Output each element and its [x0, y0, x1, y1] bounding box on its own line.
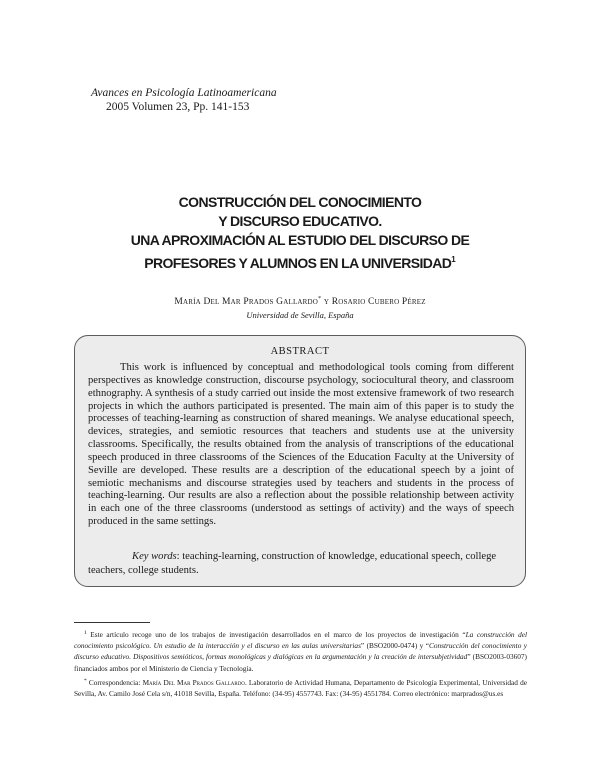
title-line-1: CONSTRUCCIÓN DEL CONOCIMIENTO	[178, 194, 422, 210]
keywords-list: : teaching-learning, construction of knowledge, educational speech, college teachers, college students.	[88, 551, 497, 576]
footnote-2-text-a: Correspondencia:	[86, 678, 143, 687]
affiliation: Universidad de Sevilla, España	[246, 310, 354, 320]
abstract-heading: ABSTRACT	[270, 346, 330, 357]
footnote-2-text-b: . Laboratorio de Actividad Humana, Departamento de Psicología Experimental, Universidad de Sevilla, Av. Camilo José Cela s/n, 41018 Sevilla, España. Teléfono: (34-95) 4557743. Fax: (34-95) 4551784. Correo electrónico: marprados@us.es	[74, 678, 527, 699]
journal-volume: 2005 Volumen 23, Pp. 141-153	[106, 101, 250, 113]
footnote-1-mark: 1	[84, 630, 87, 636]
title-line-4-text: PROFESORES Y ALUMNOS EN LA UNIVERSIDAD	[144, 255, 452, 271]
title-line-2: Y DISCURSO EDUCATIVO.	[218, 213, 382, 229]
footnote-2	[74, 676, 527, 699]
footnote-divider	[74, 622, 150, 623]
footnote-1-text-a: Este artículo recoge uno de los trabajos de investigación desarrollados en el marco de los proyectos de investigación “	[86, 630, 466, 639]
footnote-1-text-b: ” (BSO2000-0474) y “	[360, 641, 429, 651]
author-1-mark: *	[318, 296, 322, 302]
author-conjunction: y	[321, 297, 332, 307]
abstract-box	[74, 335, 526, 587]
author-1: María Del Mar Prados Gallardo	[174, 297, 319, 307]
journal-name: Avances en Psicología Latinoamericana	[91, 87, 277, 99]
journal-header	[91, 86, 277, 114]
abstract-body: This work is influenced by conceptual and methodological tools coming from different perspectives as knowledge construction, discourse psychology, sociocultural theory, and classroom ethnography. A synthesis of a study carried out inside the most extensive framework of two research projects in which the authors participated is presented. The main aim of this paper is to study the processes of teaching-learning as construction of shared meanings. We analyse educational speech, devices, strategies, and semiotic resources that teachers and students use at the university classrooms. Specifically, the results obtained from the analysis of transcriptions of the educational speech produced in three classrooms of the Sciences of the Education Faculty at the University of Seville are developed. These results are a description of the educational speech by a joint of semiotic mechanisms and discourse strategies used by teachers and students in the process of teaching-learning. Our results are also a reflection about the possible relationship between activity in each one of the three classrooms (understood as settings of activity) and the ways of speech produced in the same settings.	[88, 362, 514, 528]
footnote-2-mark: *	[84, 678, 87, 684]
article-title	[0, 193, 600, 273]
author-2: Rosario Cubero Pérez	[331, 297, 426, 307]
title-line-4	[0, 250, 600, 273]
author-line	[0, 296, 600, 307]
footnote-2-author: María Del Mar Prados Gallardo	[142, 678, 245, 687]
footnote-1-text-c: ” (BSO2003-03607) financiados ambos por el Ministerio de Ciencia y Tecnología.	[74, 652, 527, 673]
keywords	[88, 550, 514, 577]
title-line-3: UNA APROXIMACIÓN AL ESTUDIO DEL DISCURSO DE	[130, 232, 470, 248]
keywords-label: Key words	[132, 551, 177, 562]
title-footnote-mark: 1	[451, 255, 456, 264]
footnote-1-project-2: Construcción del conocimiento y discurso educativo. Dispositivos semióticos, formas monológicas y dialógicas en la argumentación y la creación de intersubjetividad	[74, 641, 527, 662]
footnote-1-project-1: La construcción del conocimiento psicológico. Un estudio de la interacción y el discurso en las aulas universitarias	[74, 630, 527, 651]
footnote-1	[74, 628, 527, 674]
